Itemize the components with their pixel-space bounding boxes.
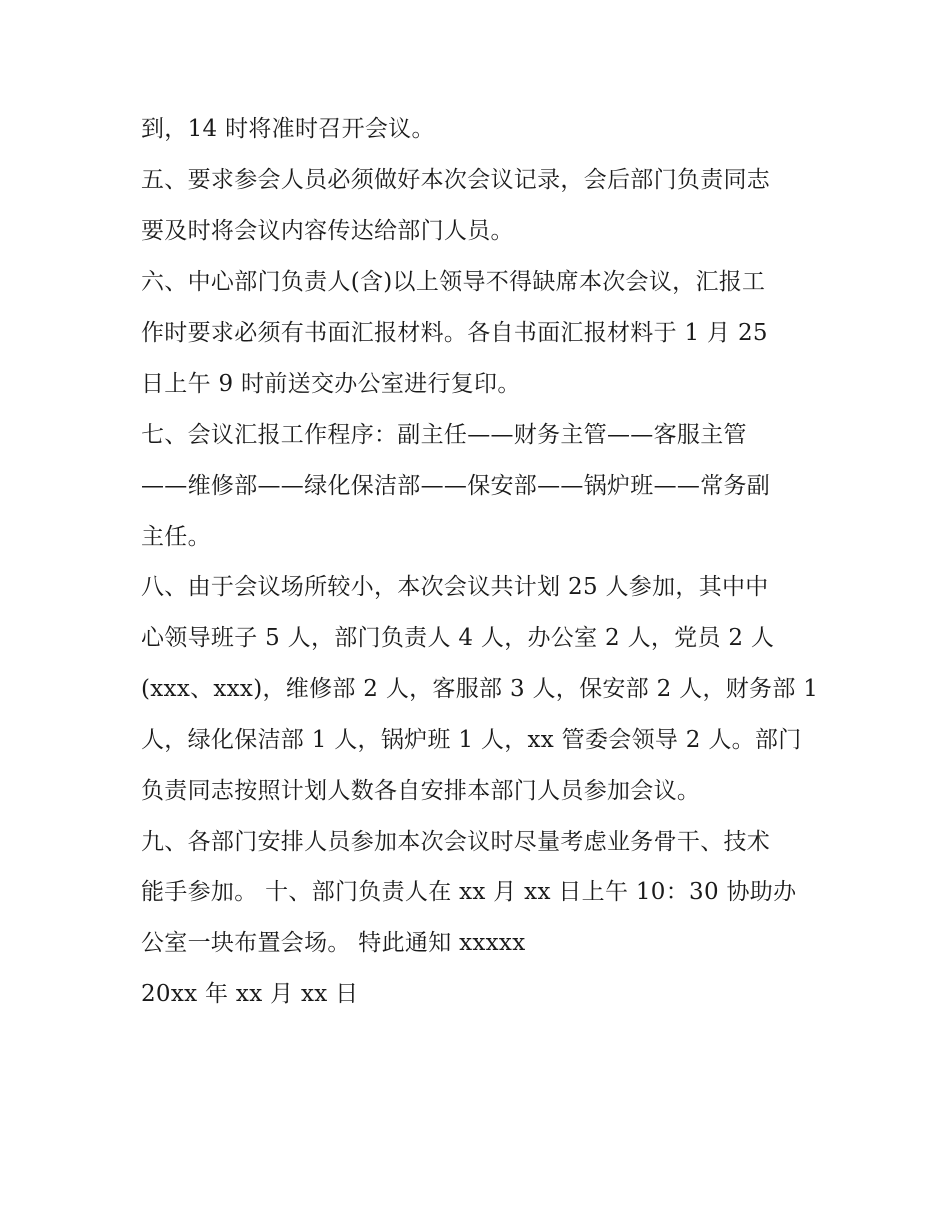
text-line-4: 六、中心部门负责人(含)以上领导不得缺席本次会议，汇报工 [141, 269, 766, 295]
text-line-15: 九、各部门安排人员参加本次会议时尽量考虑业务骨干、技术 [141, 829, 771, 855]
text-line-11: 心领导班子 5 人，部门负责人 4 人，办公室 2 人，党员 2 人 [141, 625, 775, 651]
text-line-8: ——维修部——绿化保洁部——保安部——锅炉班——常务副 [141, 473, 771, 499]
text-line-6: 日上午 9 时前送交办公室进行复印。 [141, 371, 521, 397]
text-line-12: (xxx、xxx)，维修部 2 人，客服部 3 人，保安部 2 人，财务部 1 [141, 676, 819, 702]
text-line-10: 八、由于会议场所较小，本次会议共计划 25 人参加，其中中 [141, 574, 769, 600]
text-line-7: 七、会议汇报工作程序：副主任——财务主管——客服主管 [141, 422, 747, 448]
text-line-17: 公室一块布置会场。 特此通知 xxxxx [141, 930, 526, 956]
text-line-14: 负责同志按照计划人数各自安排本部门人员参加会议。 [141, 778, 701, 804]
text-line-9: 主任。 [141, 524, 211, 550]
text-line-1: 到，14 时将准时召开会议。 [141, 116, 435, 142]
text-line-16: 能手参加。 十、部门负责人在 xx 月 xx 日上午 10：30 协助办 [141, 879, 797, 905]
text-line-13: 人，绿化保洁部 1 人，锅炉班 1 人，xx 管委会领导 2 人。部门 [141, 727, 802, 753]
text-line-2: 五、要求参会人员必须做好本次会议记录，会后部门负责同志 [141, 167, 771, 193]
date-line: 20xx 年 xx 月 xx 日 [141, 981, 359, 1007]
text-line-3: 要及时将会议内容传达给部门人员。 [141, 218, 514, 244]
text-line-5: 作时要求必须有书面汇报材料。各自书面汇报材料于 1 月 25 [141, 320, 768, 346]
